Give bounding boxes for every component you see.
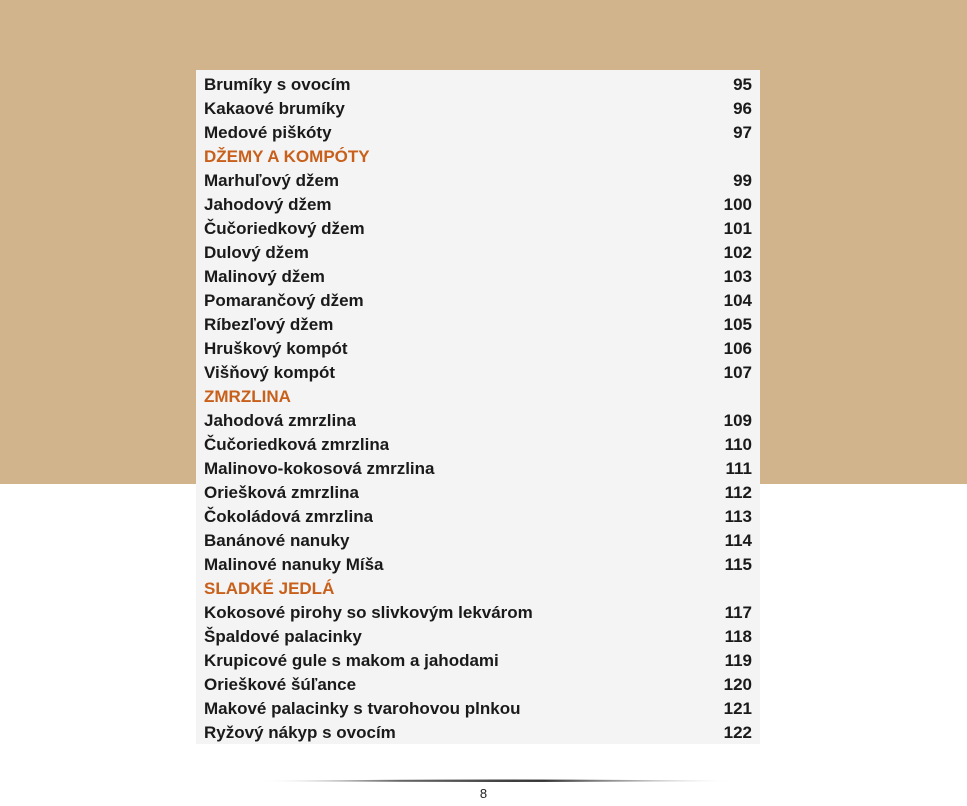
entry-page-number: 103 <box>723 267 752 286</box>
toc-entry <box>196 97 760 121</box>
entry-page-number: 102 <box>723 243 752 262</box>
toc-entry <box>196 433 760 457</box>
toc-entry <box>196 337 760 361</box>
entry-title: Kokosové pirohy so slivkovým lekvárom <box>204 603 533 622</box>
entry-title: Čučoriedkový džem <box>204 219 365 238</box>
entry-page-number <box>712 577 752 601</box>
toc-entry <box>196 73 760 97</box>
entry-title: Pomarančový džem <box>204 291 364 310</box>
entry-page-number: 120 <box>723 675 752 694</box>
entry-title: Kakaové brumíky <box>204 99 345 118</box>
entry-title: Oriešková zmrzlina <box>204 483 359 502</box>
table-of-contents-list <box>196 73 760 745</box>
entry-title: Malinové nanuky Míša <box>204 555 384 574</box>
entry-title: Jahodový džem <box>204 195 332 214</box>
toc-entry <box>196 241 760 265</box>
entry-title: Marhuľový džem <box>204 171 340 190</box>
toc-entry <box>196 313 760 337</box>
toc-entry <box>196 289 760 313</box>
entry-page-number: 119 <box>724 651 752 670</box>
toc-section-heading <box>196 385 760 409</box>
toc-entry <box>196 409 760 433</box>
entry-page-number: 113 <box>724 507 752 526</box>
entry-page-number: 109 <box>723 411 752 430</box>
entry-page-number: 117 <box>724 603 752 622</box>
toc-entry <box>196 721 760 745</box>
entry-title: Makové palacinky s tvarohovou plnkou <box>204 699 521 718</box>
entry-title: Malinovo-kokosová zmrzlina <box>204 459 435 478</box>
entry-title: Orieškové šúľance <box>204 675 357 694</box>
toc-entry <box>196 601 760 625</box>
toc-entry <box>196 697 760 721</box>
toc-entry <box>196 169 760 193</box>
entry-title: Brumíky s ovocím <box>204 75 351 94</box>
entry-page-number: 100 <box>723 195 752 214</box>
entry-title: Višňový kompót <box>204 363 335 382</box>
entry-title: Hruškový kompót <box>204 339 348 358</box>
entry-page-number: 107 <box>723 363 752 382</box>
entry-page-number: 95 <box>733 75 752 94</box>
toc-entry <box>196 553 760 577</box>
section-title: ZMRZLINA <box>204 387 291 406</box>
toc-entry <box>196 217 760 241</box>
toc-entry <box>196 481 760 505</box>
footer-divider <box>256 778 736 784</box>
entry-page-number: 118 <box>724 627 752 646</box>
entry-title: Malinový džem <box>204 267 325 286</box>
toc-entry <box>196 121 760 145</box>
page-number: 8 <box>479 786 488 801</box>
toc-entry <box>196 265 760 289</box>
entry-page-number: 99 <box>733 171 752 190</box>
entry-page-number: 110 <box>724 435 752 454</box>
entry-page-number: 111 <box>725 459 752 478</box>
entry-page-number: 121 <box>723 699 752 718</box>
entry-page-number: 101 <box>723 219 752 238</box>
entry-page-number: 106 <box>723 339 752 358</box>
entry-page-number: 122 <box>723 723 752 742</box>
toc-entry <box>196 649 760 673</box>
toc-entry <box>196 193 760 217</box>
entry-title: Medové piškóty <box>204 123 332 142</box>
section-title: DŽEMY A KOMPÓTY <box>204 147 370 166</box>
entry-page-number: 104 <box>723 291 752 310</box>
entry-title: Banánové nanuky <box>204 531 350 550</box>
toc-entry <box>196 361 760 385</box>
entry-page-number: 105 <box>723 315 752 334</box>
entry-title: Ríbezľový džem <box>204 315 334 334</box>
toc-section-heading <box>196 145 760 169</box>
section-title: SLADKÉ JEDLÁ <box>204 579 335 598</box>
entry-title: Krupicové gule s makom a jahodami <box>204 651 499 670</box>
toc-entry <box>196 529 760 553</box>
entry-page-number: 97 <box>733 123 752 142</box>
entry-page-number <box>712 145 752 169</box>
entry-title: Ryžový nákyp s ovocím <box>204 723 396 742</box>
entry-title: Špaldové palacinky <box>204 627 362 646</box>
entry-title: Dulový džem <box>204 243 309 262</box>
entry-title: Čokoládová zmrzlina <box>204 507 374 526</box>
entry-page-number: 96 <box>733 99 752 118</box>
toc-entry <box>196 673 760 697</box>
toc-entry <box>196 505 760 529</box>
table-of-contents-panel <box>196 70 760 744</box>
toc-section-heading <box>196 577 760 601</box>
entry-page-number: 114 <box>724 531 752 550</box>
entry-page-number: 112 <box>724 483 752 502</box>
toc-entry <box>196 457 760 481</box>
toc-entry <box>196 625 760 649</box>
entry-page-number <box>712 385 752 409</box>
entry-page-number: 115 <box>724 555 752 574</box>
entry-title: Čučoriedková zmrzlina <box>204 435 390 454</box>
entry-title: Jahodová zmrzlina <box>204 411 357 430</box>
